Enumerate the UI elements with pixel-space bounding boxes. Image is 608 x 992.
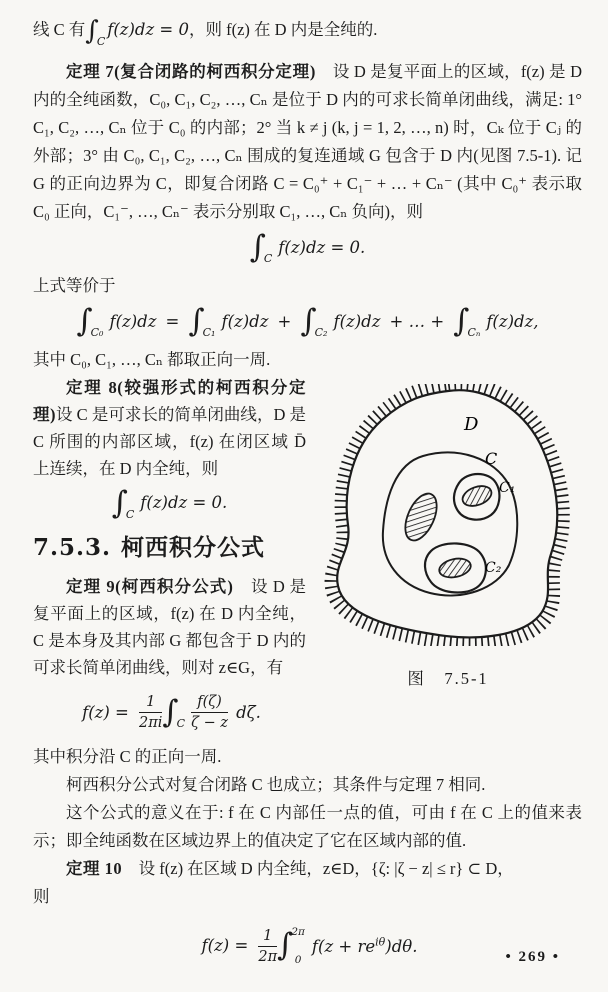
formula-body: f(z)dz [221, 311, 269, 331]
theorem-7-title: 定理 7(复合闭路的柯西积分定理) [66, 62, 316, 81]
integral-limits [291, 927, 305, 965]
formula-term [300, 302, 381, 339]
section-title: 柯西积分公式 [121, 534, 266, 560]
theorem-8-body: 设 C 是可求长的简单闭曲线，D 是 C 所围的内部区域，f(z) 在闭区域 D̄ 上连续，在 D 内全纯，则 [33, 404, 307, 478]
page-number: • 269 • [505, 949, 560, 965]
theorem-10-title: 定理 10 [66, 858, 123, 878]
formula-term [188, 302, 269, 339]
intro-text-post: ，则 f(z) 在 D 内是全纯的. [188, 20, 378, 39]
integral-sign: ∫ [453, 302, 470, 339]
formula-term [76, 302, 157, 339]
fraction-numerator: 1 [139, 693, 162, 713]
paragraph-intro [33, 16, 582, 46]
integral-sign: ∫ [188, 302, 205, 339]
formula-body: f(z)dz, [486, 311, 539, 331]
integral-lower-limit: 0 [294, 953, 302, 966]
theorem-8-title: 定理 8(较强形式的柯西积分定理) [33, 377, 306, 424]
ellipsis-plus: + … + [389, 311, 445, 331]
theorem-9-body: 设 D 是复平面上的区域，f(z) 在 D 内全纯，C 是本身及其内部 G 都包含于 D 内的可求长简单闭曲线，则对 z∈G，有 [33, 577, 306, 678]
fraction-integrand [191, 693, 228, 732]
formula-exponent: iθ [375, 935, 386, 949]
paragraph-formula-meaning: 这个公式的意义在于: f 在 C 内部任一点的值，可由 f 在 C 上的值来表示；即全纯函数在区域边界上的值决定了它在区域内部的值. [33, 802, 582, 850]
region-d-boundary [337, 390, 557, 637]
integral-sign: ∫ [111, 484, 128, 521]
integral-subscript: C₂ [314, 325, 328, 339]
integral-upper-limit: 2π [291, 926, 305, 939]
paragraph-positive-direction-2: 其中积分沿 C 的正向一周. [33, 746, 222, 766]
formula-term [453, 302, 539, 339]
formula-mean-value [33, 927, 582, 966]
fraction-denominator: 2π [258, 948, 278, 965]
fraction-numerator: 1 [258, 927, 277, 947]
fraction-coefficient [139, 693, 162, 732]
paragraph-equivalence: 上式等价于 [33, 275, 116, 295]
figure-label-c1: C₁ [499, 479, 516, 496]
formula-body-pre: f(z + re [311, 937, 376, 957]
formula-body: f(z)dz [109, 311, 157, 331]
integral-sign: ∫ [249, 229, 266, 265]
integral-subscript: C₀ [90, 325, 104, 339]
fraction-denominator: ζ − z [191, 715, 228, 732]
paragraph-composite-path-note: 柯西积分公式对复合闭路 C 也成立；其条件与定理 7 相同. [66, 774, 486, 794]
figure-label-c2: C₂ [485, 559, 502, 576]
theorem-10-body: 设 f(z) 在区域 D 内全纯，z∈D，{ζ: |ζ − z| ≤ r} ⊂ D， [122, 858, 514, 878]
formula-lhs: f(z) = [201, 935, 249, 955]
equals-sign: = [165, 311, 180, 331]
integral-subscript: C [263, 251, 273, 265]
integral-subscript: C [125, 507, 135, 521]
section-number: 7.5.3. [33, 533, 112, 561]
integral-subscript: C₁ [202, 325, 216, 339]
integral-sign: ∫ [76, 302, 93, 339]
formula-body: f(z)dz [333, 311, 381, 331]
fraction-coefficient [258, 927, 277, 966]
formula-body: f(z)dz = 0. [140, 493, 228, 513]
integral-subscript: C [96, 35, 106, 48]
fraction-denominator: 2πi [139, 715, 163, 732]
formula-tail: dζ. [236, 702, 261, 722]
theorem-9-title: 定理 9(柯西积分公式) [66, 577, 234, 597]
integral-sign: ∫ [85, 15, 99, 46]
formula-body: f(z)dz = 0. [278, 237, 366, 257]
narrow-column-zone [33, 374, 582, 733]
formula-body-post: )dθ. [385, 937, 418, 957]
figure-diagram [322, 384, 574, 646]
integral-sign: ∫ [162, 693, 179, 730]
intro-math: f(z)dz = 0 [107, 20, 189, 39]
intro-text-pre: 线 C 有 [33, 20, 86, 39]
theorem-7-body: 设 D 是复平面上的区域，f(z) 是 D 内的全纯函数，C₀, C₁, C₂, …, Cₙ 是位于 D 内的可求长简单闭曲线，满足: 1° C₁, C₂, …, Cₙ 位于 C₀ 的内部；2° 当 k ≠ j (k, j = 1, 2, …, n) 时，Cₖ 位于 Cⱼ 的外部；3° 由 C₀, C₁, C₂, …, Cₙ 围成的复连通域 G 包含于 D 内(见图 7.5-1). 记 G 的正向边界为 C，即复合闭路 C = C₀⁺ + C₁⁻ + … + Cₙ⁻ (其中 C₀⁺ 表示取 C₀ 正向，C₁⁻, …, Cₙ⁻ 表示分别取 C₁, …, Cₙ 负向)，则 [33, 62, 582, 221]
paragraph-theorem-10 [33, 855, 582, 883]
figure-label-c: C [485, 448, 498, 468]
formula-body [312, 937, 418, 956]
paragraph-then: 则 [33, 886, 50, 906]
paragraph-positive-direction: 其中 C₀, C₁, …, Cₙ 都取正向一周. [33, 349, 271, 369]
integral-subscript: C [176, 716, 185, 730]
figure-label-d: D [464, 413, 479, 435]
fraction-numerator: f(ζ) [191, 693, 228, 713]
plus-sign: + [277, 311, 292, 331]
formula-equivalence-sum [33, 302, 582, 339]
integral-sign: ∫ [277, 927, 294, 964]
integral-subscript: Cₙ [467, 325, 481, 339]
formula-cauchy-closed-path [33, 229, 582, 265]
formula-cauchy-integral [33, 693, 582, 732]
formula-lhs: f(z) = [82, 702, 129, 722]
figure-caption: 图 7.5-1 [407, 668, 489, 688]
paragraph-theorem-7 [33, 58, 582, 226]
integral-sign: ∫ [300, 302, 317, 339]
figure-7-5-1 [314, 384, 582, 689]
